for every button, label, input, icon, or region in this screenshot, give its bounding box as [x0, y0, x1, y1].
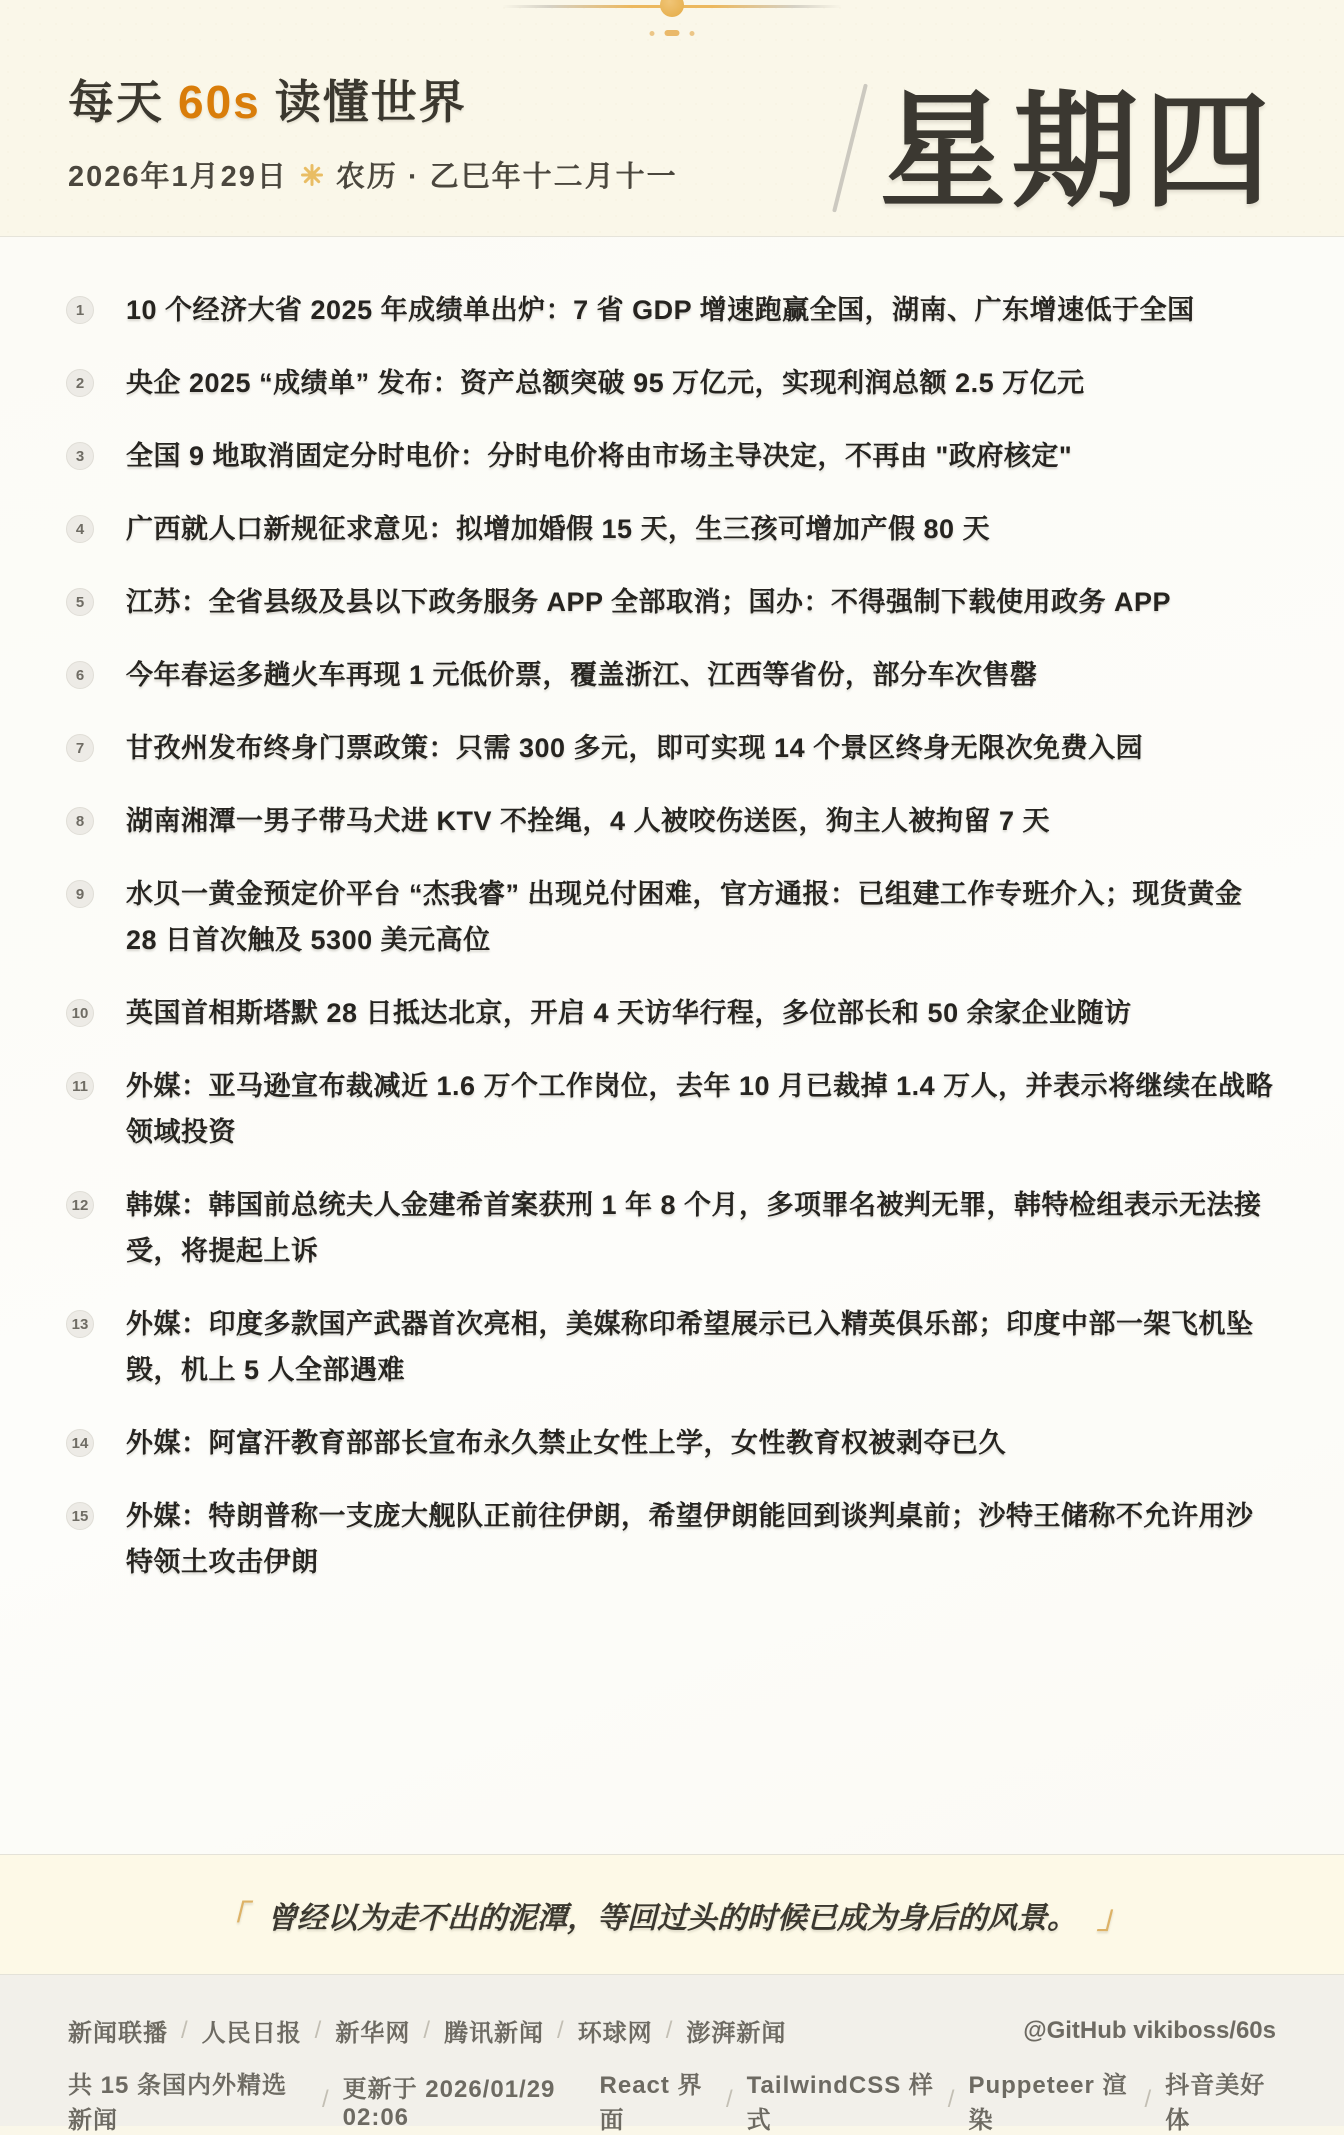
- news-section: [0, 237, 1344, 1854]
- item-number-badge: 2: [66, 369, 94, 397]
- news-source: 环球网: [577, 2020, 653, 2047]
- item-number-badge: 6: [66, 661, 94, 689]
- quote-text: 曾经以为走不出的泥潭，等回过头的时候已成为身后的风景。: [267, 1901, 1077, 1935]
- item-number-badge: 13: [66, 1310, 94, 1338]
- footer-meta-item: 更新于 2026/01/29 02:06: [342, 2075, 556, 2131]
- item-number-badge: 7: [66, 734, 94, 762]
- news-headline: 全国 9 地取消固定分时电价：分时电价将由市场主导决定，不再由 "政府核定": [126, 441, 1073, 471]
- slash-separator: /: [321, 2086, 330, 2113]
- header-left: [68, 66, 678, 236]
- slash-separator: /: [1144, 2086, 1153, 2113]
- item-number-badge: 14: [66, 1429, 94, 1457]
- tech-stack-item: Puppeteer 渲染: [968, 2072, 1128, 2134]
- item-number-badge: 8: [66, 807, 94, 835]
- github-credit: @GitHub vikiboss/60s: [1023, 2016, 1276, 2044]
- header-right: [848, 82, 1276, 222]
- news-source: 澎湃新闻: [686, 2020, 787, 2047]
- footer-meta: [68, 2065, 600, 2135]
- quote-section: [0, 1854, 1344, 1975]
- gregorian-date: 2026年1月29日: [68, 161, 288, 193]
- slash-separator: /: [314, 2016, 323, 2044]
- item-number-badge: 10: [66, 999, 94, 1027]
- slash-separator: /: [181, 2016, 189, 2044]
- footer-row-2: [68, 2065, 1276, 2135]
- news-headline: 外媒：阿富汗教育部部长宣布永久禁止女性上学，女性教育权被剥夺已久: [126, 1428, 1006, 1458]
- footer-sources: [68, 2013, 786, 2048]
- slash-separator: /: [423, 2016, 432, 2044]
- news-headline: 江苏：全省县级及县以下政务服务 APP 全部取消；国办：不得强制下载使用政务 APP: [126, 587, 1172, 617]
- news-source: 新华网: [335, 2020, 411, 2047]
- footer-meta-item: 共 15 条国内外精选新闻: [68, 2072, 288, 2134]
- news-headline: 甘孜州发布终身门票政策：只需 300 多元，即可实现 14 个景区终身无限次免费入园: [126, 733, 1144, 763]
- footer-tech: [600, 2065, 1276, 2135]
- news-headline: 水贝一黄金预定价平台 “杰我睿” 出现兑付困难，官方通报：已组建工作专班介入；现货黄金 28 日首次触及 5300 美元高位: [126, 879, 1243, 955]
- footer: [0, 1975, 1344, 2134]
- news-item: [66, 1063, 1278, 1155]
- news-source: 腾讯新闻: [444, 2020, 545, 2047]
- item-number-badge: 15: [66, 1502, 94, 1530]
- news-headline: 外媒：亚马逊宣布裁减近 1.6 万个工作岗位，去年 10 月已裁掉 1.4 万人，并表示将继续在战略领域投资: [126, 1071, 1274, 1147]
- tech-stack-item: React 界面: [599, 2072, 703, 2134]
- title-prefix: 每天: [68, 76, 164, 128]
- daily-quote: [215, 1892, 1129, 1938]
- news-item: [66, 871, 1278, 963]
- asterisk-sun-icon: [300, 163, 324, 187]
- news-headline: 外媒：印度多款国产武器首次亮相，美媒称印希望展示已入精英俱乐部；印度中部一架飞机坠毁，机上 5 人全部遇难: [126, 1309, 1254, 1385]
- header: [0, 0, 1344, 237]
- news-item: [66, 1493, 1278, 1585]
- page-title: [68, 66, 678, 132]
- item-number-badge: 4: [66, 515, 94, 543]
- news-item: [66, 798, 1278, 844]
- footer-row-1: [68, 2013, 1276, 2048]
- news-headline: 韩媒：韩国前总统夫人金建希首案获刑 1 年 8 个月，多项罪名被判无罪，韩特检组表示无法接受，将提起上诉: [126, 1190, 1262, 1266]
- news-source: 人民日报: [201, 2020, 302, 2047]
- quote-close-bracket: 」: [1097, 1898, 1130, 1935]
- news-item: [66, 1182, 1278, 1274]
- news-item: [66, 725, 1278, 771]
- news-headline: 今年春运多趟火车再现 1 元低价票，覆盖浙江、江西等省份，部分车次售罄: [126, 660, 1038, 690]
- news-headline: 央企 2025 “成绩单” 发布：资产总额突破 95 万亿元，实现利润总额 2.5 万亿元: [126, 368, 1085, 398]
- news-item: [66, 1420, 1278, 1466]
- lunar-date: 农历 · 乙巳年十二月十一: [335, 161, 678, 193]
- date-row: [68, 154, 678, 195]
- news-headline: 外媒：特朗普称一支庞大舰队正前往伊朗，希望伊朗能回到谈判桌前；沙特王储称不允许用沙特领土攻击伊朗: [126, 1501, 1254, 1577]
- news-item: [66, 360, 1278, 406]
- item-number-badge: 3: [66, 442, 94, 470]
- item-number-badge: 11: [66, 1072, 94, 1100]
- news-item: [66, 1301, 1278, 1393]
- item-number-badge: 5: [66, 588, 94, 616]
- news-list: [66, 287, 1278, 1585]
- slash-divider: [832, 83, 868, 212]
- weekday-label: 星期四: [880, 81, 1276, 222]
- news-item: [66, 433, 1278, 479]
- tech-stack-item: 抖音美好体: [1165, 2072, 1266, 2134]
- item-number-badge: 12: [66, 1191, 94, 1219]
- news-item: [66, 506, 1278, 552]
- news-headline: 广西就人口新规征求意见：拟增加婚假 15 天，生三孩可增加产假 80 天: [126, 514, 991, 544]
- news-headline: 10 个经济大省 2025 年成绩单出炉：7 省 GDP 增速跑赢全国，湖南、广东增速低于全国: [126, 295, 1195, 325]
- news-headline: 湖南湘潭一男子带马犬进 KTV 不拴绳，4 人被咬伤送医，狗主人被拘留 7 天: [126, 806, 1051, 836]
- quote-open-bracket: 「: [214, 1898, 247, 1935]
- news-item: [66, 990, 1278, 1036]
- item-number-badge: 9: [66, 880, 94, 908]
- news-item: [66, 287, 1278, 333]
- slash-separator: /: [726, 2086, 734, 2113]
- news-item: [66, 579, 1278, 625]
- news-source: 新闻联播: [68, 2020, 168, 2047]
- tech-stack-item: TailwindCSS 样式: [746, 2072, 934, 2134]
- title-suffix: 读懂世界: [274, 76, 467, 128]
- news-item: [66, 652, 1278, 698]
- title-highlight: 60s: [178, 76, 261, 128]
- slash-separator: /: [557, 2016, 565, 2044]
- news-headline: 英国首相斯塔默 28 日抵达北京，开启 4 天访华行程，多位部长和 50 余家企业随访: [126, 998, 1132, 1028]
- slash-separator: /: [947, 2086, 956, 2113]
- item-number-badge: 1: [66, 296, 94, 324]
- slash-separator: /: [665, 2016, 674, 2044]
